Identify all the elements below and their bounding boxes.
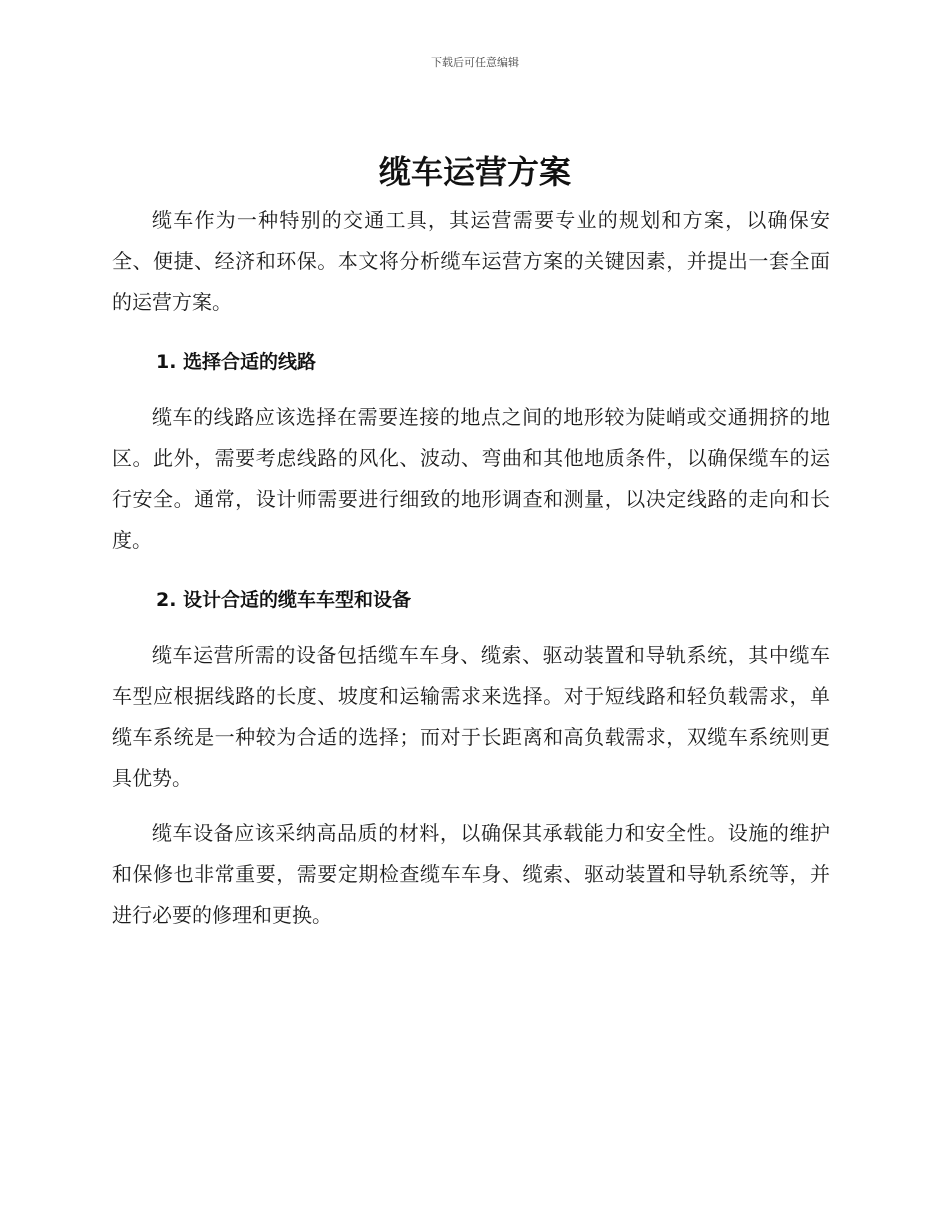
header-note: 下载后可任意编辑 — [431, 56, 519, 69]
section-1-paragraph-1: 缆车的线路应该选择在需要连接的地点之间的地形较为陡峭或交通拥挤的地区。此外，需要考虑线路的风化、波动、弯曲和其他地质条件，以确保缆车的运行安全。通常，设计师需要进行细致的地形调查和测量，以决定线路的走向和长度。 — [112, 405, 830, 552]
section-1-heading: 1. 选择合适的线路 — [156, 351, 317, 373]
intro-paragraph: 缆车作为一种特别的交通工具，其运营需要专业的规划和方案，以确保安全、便捷、经济和环保。本文将分析缆车运营方案的关键因素，并提出一套全面的运营方案。 — [112, 208, 830, 314]
document-body — [112, 200, 830, 936]
section-2-paragraph-1: 缆车运营所需的设备包括缆车车身、缆索、驱动装置和导轨系统，其中缆车车型应根据线路的长度、坡度和运输需求来选择。对于短线路和轻负载需求，单缆车系统是一种较为合适的选择；而对于长距离和高负载需求，双缆车系统则更具优势。 — [112, 643, 830, 790]
section-2-heading: 2. 设计合适的缆车车型和设备 — [156, 589, 412, 611]
section-2-paragraph-2: 缆车设备应该采纳高品质的材料，以确保其承载能力和安全性。设施的维护和保修也非常重要，需要定期检查缆车车身、缆索、驱动装置和导轨系统等，并进行必要的修理和更换。 — [112, 821, 830, 927]
document-title: 缆车运营方案 — [378, 153, 571, 191]
